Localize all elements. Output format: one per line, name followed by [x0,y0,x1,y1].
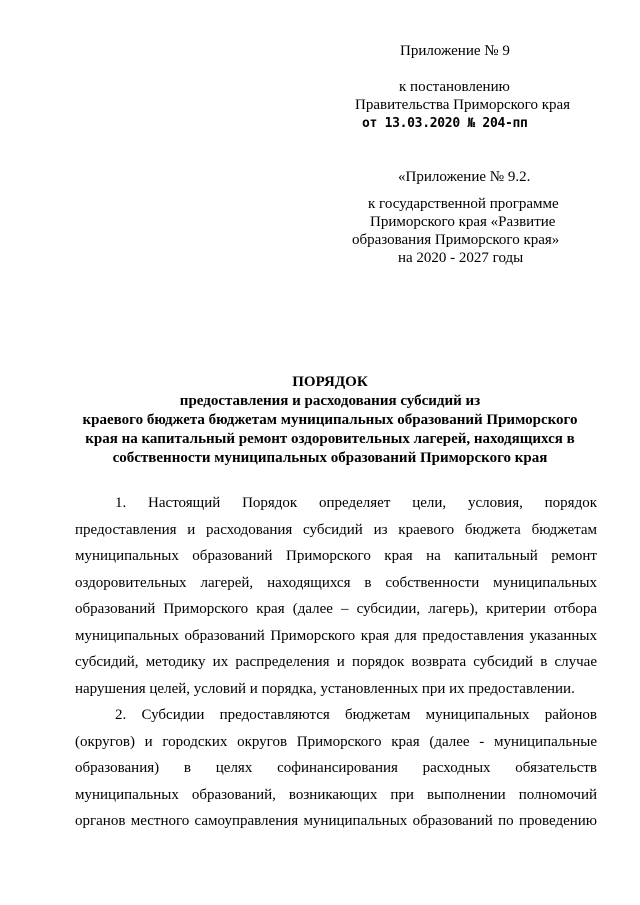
appendix-title: Приложение № 9 [400,43,510,59]
program-line-3: образования Приморского края» [352,232,560,248]
appendix-reference: «Приложение № 9.2. [398,169,531,185]
title-line-2: краевого бюджета бюджетам муниципальных образований Приморского [82,412,578,428]
to-resolution-line: к постановлению [399,79,510,95]
paragraph-line: субсидий, методику их распределения и порядок возврата субсидий в случае [75,654,597,670]
title-line-4: собственности муниципальных образований Приморского края [112,450,548,466]
title-line-3: края на капитальный ремонт оздоровительных лагерей, находящихся в [85,431,575,447]
program-line-2: Приморского края «Развитие [370,214,556,230]
paragraph-line: предоставления и расходования субсидий из краевого бюджета бюджетам [75,521,597,538]
paragraph-line: муниципальных образований Приморского края для предоставления указанных [75,627,597,644]
paragraph-line: муниципальных образований, возникающих при выполнении полномочий [75,786,597,803]
paragraph-line: нарушения целей, условий и порядка, установленных при их предоставлении. [75,680,575,697]
program-line-1: к государственной программе [368,196,559,212]
paragraph-line: оздоровительных лагерей, находящихся в собственности муниципальных [75,574,597,591]
title-heading: ПОРЯДОК [292,374,368,390]
title-line-1: предоставления и расходования субсидий из [179,393,481,409]
government-line: Правительства Приморского края [355,97,571,113]
paragraph-line: органов местного самоуправления муниципальных образований по проведению [75,813,597,829]
resolution-date-stamp: от 13.03.2020 № 204-пп [362,116,528,131]
paragraph-2 [75,702,597,835]
paragraph-line: 1. Настоящий Порядок определяет цели, условия, порядок [115,495,597,511]
program-line-4: на 2020 - 2027 годы [398,250,524,266]
paragraph-line: (округов) и городских округов Приморского края (далее - муниципальные [75,733,597,750]
paragraph-1 [75,490,597,702]
document-title [60,373,600,468]
paragraph-line: образования) в целях софинансирования расходных обязательств [75,760,597,776]
paragraph-line: муниципальных образований Приморского края на капитальный ремонт [75,548,597,564]
paragraph-line: образований Приморского края (далее – субсидии, лагерь), критерии отбора [75,601,597,617]
paragraph-line: 2. Субсидии предоставляются бюджетам муниципальных районов [115,707,597,723]
